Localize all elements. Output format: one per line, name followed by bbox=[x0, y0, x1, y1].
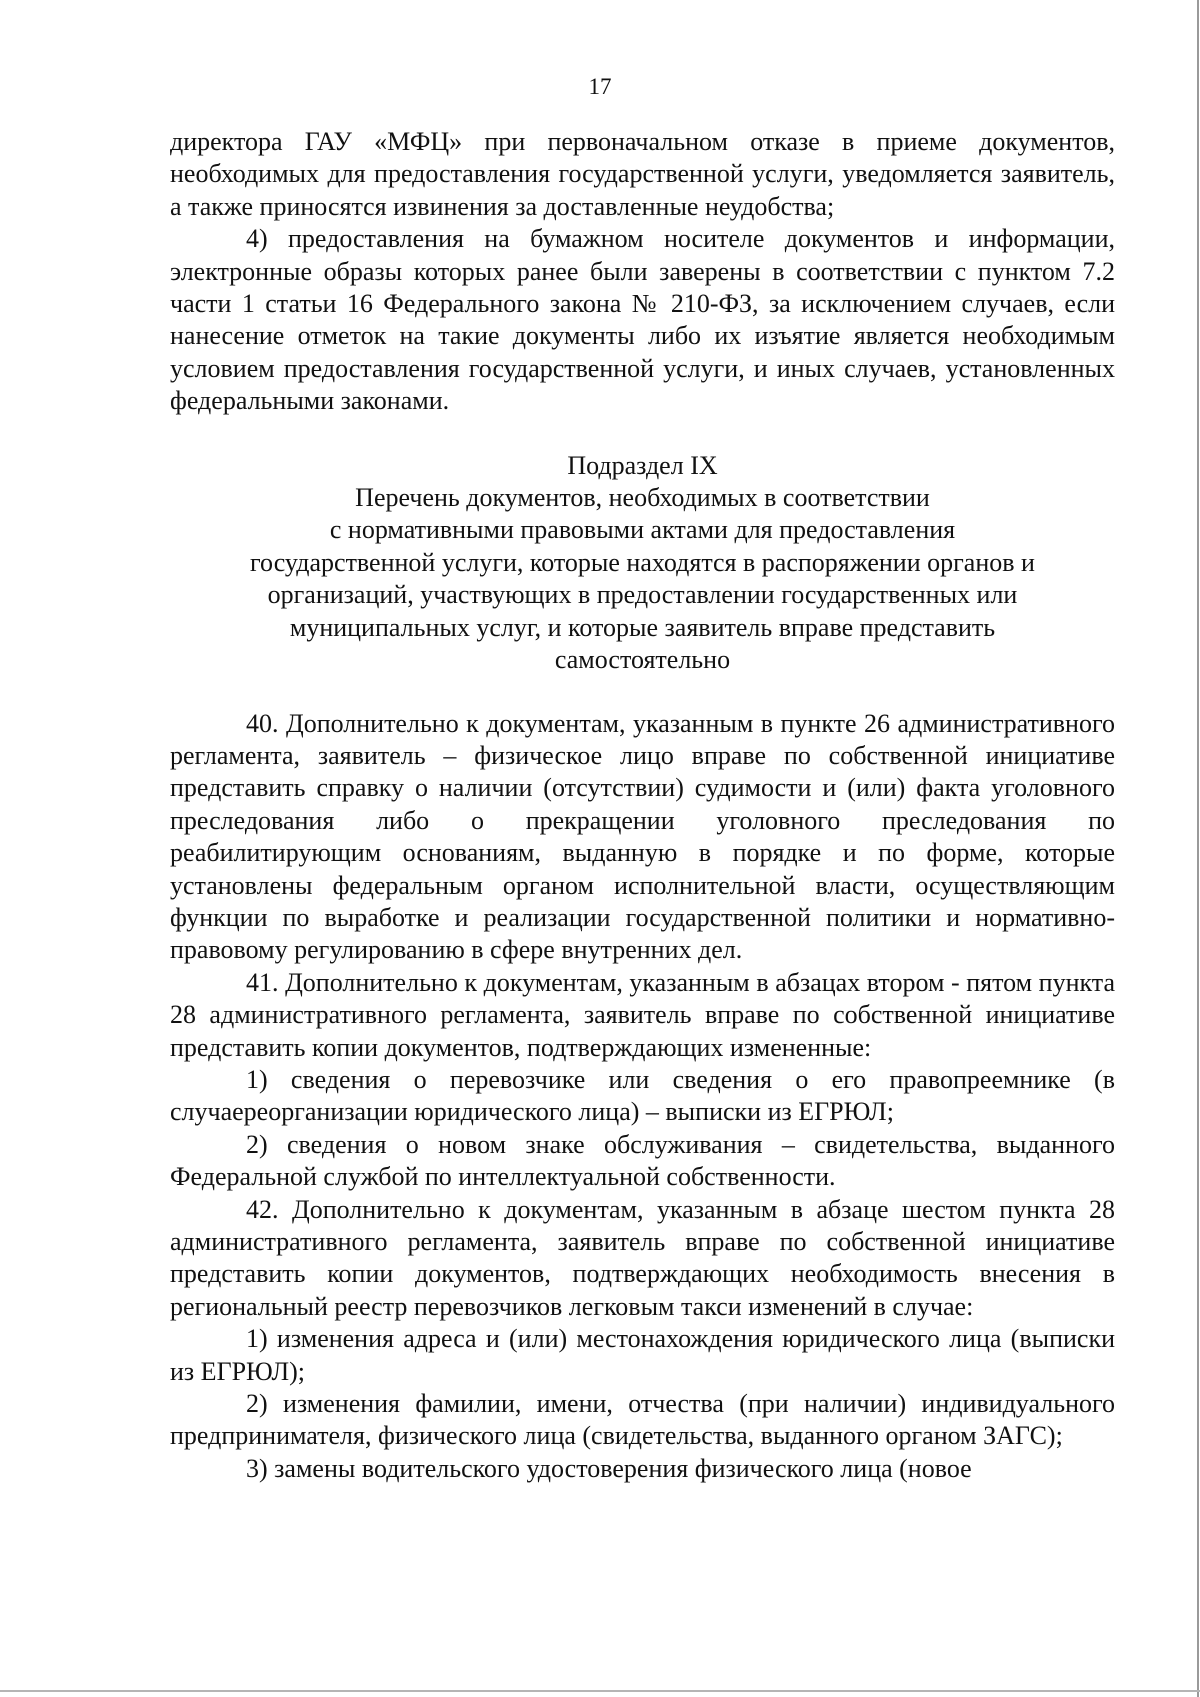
paragraph-41-item-2: 2) сведения о новом знаке обслуживания – свидетельства, выданного Федеральной службой по интеллектуальной собственности. bbox=[170, 1129, 1115, 1192]
paragraph-42-item-3: 3) замены водительского удостоверения физического лица (новое bbox=[246, 1453, 972, 1483]
subsection-line: самостоятельно bbox=[554, 645, 731, 675]
document-body bbox=[170, 126, 1115, 1485]
subsection-line: муниципальных услуг, и которые заявитель вправе представить bbox=[289, 612, 996, 642]
subsection-line: Перечень документов, необходимых в соответствии bbox=[355, 483, 930, 513]
subsection-line: с нормативными правовыми актами для предоставления bbox=[329, 515, 956, 545]
paragraph-42-item-2: 2) изменения фамилии, имени, отчества (при наличии) индивидуального предпринимателя, физического лица (свидетельства, выданного органом ЗАГС); bbox=[170, 1389, 1115, 1451]
spacer bbox=[170, 418, 1115, 450]
scan-edge-right bbox=[1197, 0, 1199, 1697]
subsection-title: Подраздел IX bbox=[567, 450, 718, 480]
intro-paragraph: директора ГАУ «МФЦ» при первоначальном отказе в приеме документов, необходимых для предоставления государственной услуги, уведомляется заявитель, а также приносятся извинения за доставленные неудобства; bbox=[170, 127, 1115, 221]
paragraph-42: 42. Дополнительно к документам, указанным в абзаце шестом пункта 28 административного регламента, заявитель вправе по собственной инициативе представить копии документов, подтверждающих необходимость внесения в региональный реестр перевозчиков легковым такси изменений в случае: bbox=[170, 1194, 1115, 1321]
paragraph-41-item-1: 1) сведения о перевозчике или сведения о его правопреемнике (в случаереорганизации юридического лица) – выписки из ЕГРЮЛ; bbox=[170, 1064, 1115, 1127]
scan-edge-bottom bbox=[0, 1690, 1200, 1692]
paragraph-42-item-1: 1) изменения адреса и (или) местонахождения юридического лица (выписки из ЕГРЮЛ); bbox=[170, 1324, 1115, 1386]
item-4-paragraph: 4) предоставления на бумажном носителе документов и информации, электронные образы которых ранее были заверены в соответствии с пунктом 7.2 части 1 статьи 16 Федерального закона № 210-ФЗ, за исключением случаев, если нанесение отметок на такие документы либо их изъятие является необходимым условием предоставления государственной услуги, и иных случаев, установленных федеральными законами. bbox=[170, 224, 1115, 416]
page-number: 17 bbox=[588, 74, 612, 99]
paragraph-41: 41. Дополнительно к документам, указанным в абзацах втором - пятом пункта 28 административного регламента, заявитель вправе по собственной инициативе представить копии документов, подтверждающих измененные: bbox=[170, 967, 1115, 1062]
paragraph-40: 40. Дополнительно к документам, указанным в пункте 26 административного регламента, заявитель – физическое лицо вправе по собственной инициативе представить справку о наличии (отсутствии) судимости и (или) факта уголовного преследования либо о прекращении уголовного преследования по реабилитирующим основаниям, выданную в порядке и по форме, которые установлены федеральным органом исполнительной власти, осуществляющим функции по выработке и реализации государственной политики и нормативно-правовому регулированию в сфере внутренних дел. bbox=[170, 708, 1115, 965]
spacer bbox=[170, 677, 1115, 708]
subsection-heading bbox=[170, 450, 1115, 677]
subsection-line: организаций, участвующих в предоставлении государственных или bbox=[267, 580, 1018, 610]
subsection-line: государственной услуги, которые находятся в распоряжении органов и bbox=[250, 547, 1035, 577]
